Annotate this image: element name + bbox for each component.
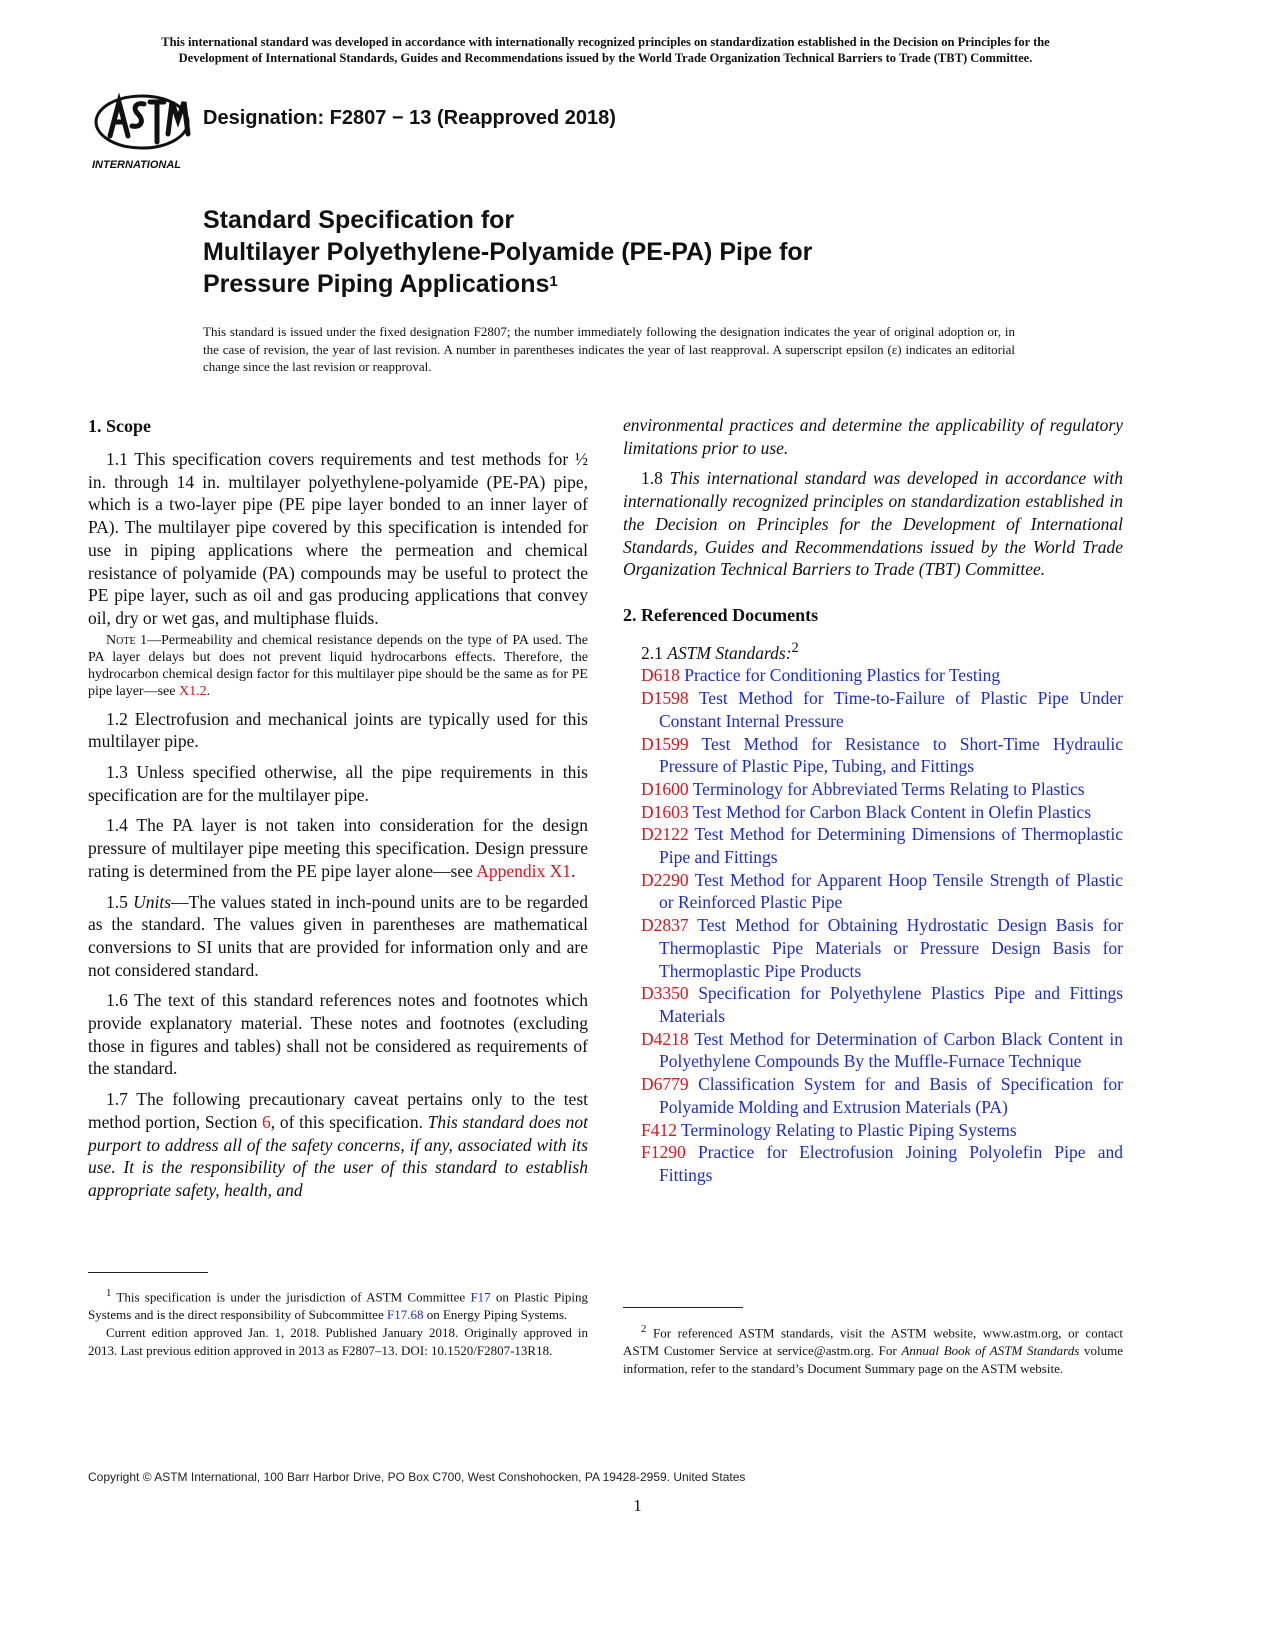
para-1-6: 1.6 The text of this standard references notes and footnotes which provide explanatory material. These notes and footnotes (excluding those in figures and tables) shall not be considered as requirements of the standard. — [88, 990, 588, 1079]
reference-title[interactable]: Terminology Relating to Plastic Piping Systems — [681, 1119, 1017, 1140]
reference-title[interactable]: Practice for Electrofusion Joining Polyolefin Pipe and Fittings — [659, 1142, 1123, 1185]
footnote-1-text-a: This specification is under the jurisdiction of ASTM Committee — [111, 1289, 471, 1305]
reference-code[interactable]: D2837 — [641, 915, 689, 936]
reference-title[interactable]: Classification System for and Basis of Specification for Polyamide Molding and Extrusion Materials (PA) — [659, 1074, 1123, 1117]
reference-code[interactable]: D618 — [641, 665, 680, 686]
reference-title[interactable]: Test Method for Obtaining Hydrostatic Design Basis for Thermoplastic Pipe Materials or Pressure Design Basis for Thermoplastic Pipe Products — [659, 915, 1123, 981]
reference-code[interactable]: D4218 — [641, 1028, 689, 1049]
astm-standards-intro — [623, 637, 1123, 665]
reference-title[interactable]: Specification for Polyethylene Plastics Pipe and Fittings Materials — [659, 983, 1124, 1026]
title-line-3: Pressure Piping Applications — [203, 270, 550, 298]
title-line-2: Multilayer Polyethylene-Polyamide (PE-PA) Pipe for — [203, 238, 813, 266]
reference-title[interactable]: Test Method for Determining Dimensions of Thermoplastic Pipe and Fittings — [659, 824, 1123, 868]
footnote-1-mark: 1 — [106, 1287, 112, 1299]
right-column — [623, 414, 1123, 1187]
document-title — [203, 204, 812, 300]
reference-code[interactable]: D1599 — [641, 733, 689, 754]
reference-item[interactable] — [623, 687, 1123, 732]
reference-item[interactable] — [623, 1119, 1123, 1142]
logo-wordmark: INTERNATIONAL — [92, 159, 182, 171]
reference-code[interactable]: D1603 — [641, 801, 689, 822]
para-1-7-text: 1.7 The following precautionary caveat pertains only to the test method portion, Section — [88, 1089, 588, 1132]
footnote-2 — [623, 1320, 1123, 1378]
para-1-5-num: 1.5 — [106, 891, 134, 912]
reference-item[interactable] — [623, 733, 1123, 778]
footnotes-left — [88, 1284, 588, 1360]
reference-item[interactable] — [623, 1141, 1123, 1186]
note-1 — [88, 632, 588, 700]
para-1-7-continued: environmental practices and determine the applicability of regulatory limitations prior to use. — [623, 415, 1123, 458]
footnote-2-mark: 2 — [641, 1323, 647, 1335]
section-6-link[interactable]: 6 — [262, 1111, 271, 1132]
reference-list — [623, 664, 1123, 1186]
para-1-4 — [88, 814, 588, 882]
para-1-1: 1.1 This specification covers requirements and test methods for ½ in. through 14 in. multilayer polyethylene-polyamide (PE-PA) pipe, which is a two-layer pipe (PE pipe layer bonded to an inner layer of PA). The multilayer pipe covered by this specification is intended for use in piping applications where the permeation and chemical resistance of polyamide (PA) compounds may be useful to protect the PE pipe layer, such as oil and gas producing applications that convey oil, dry or wet gas, and multiphase fluids. — [88, 449, 588, 628]
para-1-8 — [623, 467, 1123, 581]
reference-title[interactable]: Test Method for Apparent Hoop Tensile Strength of Plastic or Reinforced Plastic Pipe — [659, 869, 1123, 913]
note-1-link[interactable]: X1.2 — [178, 683, 207, 699]
para-1-8-num: 1.8 — [641, 468, 670, 489]
reference-item[interactable] — [623, 1028, 1123, 1073]
reference-title[interactable]: Practice for Conditioning Plastics for Testing — [684, 665, 1001, 686]
para-1-8-italic: This international standard was developed in accordance with internationally recognized principles on standardization established in the Decision on Principles for the Development of International Standards, Guides and Recommendations issued by the World Trade Organization Technical Barriers to Trade (TBT) Committee. — [623, 468, 1124, 580]
note-1-label: Note 1 — [106, 632, 148, 648]
wto-header-note — [88, 34, 1123, 66]
reference-item[interactable] — [623, 914, 1123, 982]
para-1-4-text: 1.4 The PA layer is not taken into consideration for the design pressure of multilayer pipe meeting this specification. Design pressure rating is determined from the PE pipe layer alone—see — [88, 815, 588, 881]
para-1-4-end: . — [571, 860, 576, 881]
para-1-2: 1.2 Electrofusion and mechanical joints are typically used for this multilayer pipe. — [88, 708, 588, 752]
refs-intro-num: 2.1 — [641, 642, 668, 663]
reference-item[interactable] — [623, 869, 1123, 914]
issued-statement: This standard is issued under the fixed designation F2807; the number immediately following the designation indicates the year of original adoption or, in the case of revision, the year of last revision. A number in parentheses indicates the year of last reapproval. A superscript epsilon (ε) indicates an editorial change since the last revision or reapproval. — [203, 324, 1015, 374]
reference-item[interactable] — [623, 801, 1123, 824]
note-1-text: —Permeability and chemical resistance depends on the type of PA used. The PA layer delays but does not prevent liquid hydrocarbons effects. Therefore, the hydrocarbon chemical design factor for this multilayer pipe should be the same as for PE pipe layer—see — [88, 632, 588, 699]
note-1-end: . — [206, 683, 211, 699]
reference-item[interactable] — [623, 1073, 1123, 1118]
footnote-rule-left — [88, 1272, 208, 1273]
reference-item[interactable] — [623, 778, 1123, 801]
page-number: 1 — [633, 1496, 642, 1515]
left-column — [88, 414, 588, 1210]
refs-intro-italic: ASTM Standards: — [667, 642, 792, 663]
reference-code[interactable]: D6779 — [641, 1074, 689, 1095]
refs-intro-sup: 2 — [791, 639, 799, 656]
footnotes-right — [623, 1320, 1123, 1378]
para-1-7-italic: This standard does not purport to address all of the safety concerns, if any, associated with its use. It is the responsibility of the user of this standard to establish appropriate safety, health, and — [88, 1111, 588, 1200]
footnote-2-text-a: For referenced ASTM standards, visit the ASTM website, www.astm.org, or contact ASTM Customer Service at service@astm.org. For — [623, 1325, 1123, 1359]
referenced-documents-heading: 2. Referenced Documents — [623, 604, 819, 625]
reference-title[interactable]: Test Method for Resistance to Short-Time Hydraulic Pressure of Plastic Pipe, Tubing, and Fittings — [659, 733, 1123, 777]
reference-item[interactable] — [623, 664, 1123, 687]
astm-logo — [92, 86, 192, 172]
footnote-1 — [88, 1284, 588, 1324]
reference-title[interactable]: Test Method for Determination of Carbon Black Content in Polyethylene Compounds By the Muffle-Furnace Technique — [659, 1028, 1123, 1072]
designation: Designation: F2807 − 13 (Reapproved 2018) — [203, 107, 616, 129]
appendix-x1-link[interactable]: Appendix X1 — [476, 860, 572, 881]
copyright-footer: Copyright © ASTM International, 100 Barr Harbor Drive, PO Box C700, West Conshohocken, PA 19428-2959. United States — [88, 1470, 746, 1484]
para-1-7-mid: , of this specification. — [270, 1111, 428, 1132]
reference-title[interactable]: Test Method for Time-to-Failure of Plastic Pipe Under Constant Internal Pressure — [659, 688, 1123, 731]
reference-code[interactable]: D1600 — [641, 778, 689, 799]
footnote-2-text-b: volume information, refer to the standard’s Document Summary page on the ASTM website. — [623, 1343, 1123, 1377]
reference-code[interactable]: D2122 — [641, 824, 689, 845]
scope-heading: 1. Scope — [88, 416, 151, 436]
footnote-2-italic: Annual Book of ASTM Standards — [901, 1343, 1080, 1359]
reference-code[interactable]: D1598 — [641, 688, 689, 709]
reference-code[interactable]: F1290 — [641, 1142, 686, 1163]
footnote-1-text-c: on Energy Piping Systems. — [423, 1307, 568, 1323]
para-1-5-text: —The values stated in inch-pound units are to be regarded as the standard. The values given in parentheses are mathematical conversions to SI units that are provided for information only and are not considered standard. — [88, 891, 589, 980]
reference-code[interactable]: D2290 — [641, 869, 689, 890]
reference-item[interactable] — [623, 823, 1123, 868]
reference-title[interactable]: Test Method for Carbon Black Content in Olefin Plastics — [692, 801, 1091, 822]
wto-note-line-2: Development of International Standards, Guides and Recommendations issued by the World Trade Organization Technical Barriers to Trade (TBT) Committee. — [178, 51, 1033, 65]
footnote-1-edition: Current edition approved Jan. 1, 2018. Published January 2018. Originally approved in 2013. Last previous edition approved in 2013 as F2807–13. DOI: 10.1520/F2807-13R18. — [88, 1325, 588, 1359]
wto-note-line-1: This international standard was developed in accordance with internationally recognized principles on standardization established in the Decision on Principles for the — [161, 35, 1050, 49]
footnote-rule-right — [623, 1307, 743, 1308]
para-1-5 — [88, 891, 588, 982]
para-1-5-italic: Units — [133, 891, 172, 912]
para-1-7 — [88, 1088, 588, 1202]
reference-title[interactable]: Terminology for Abbreviated Terms Relating to Plastics — [692, 778, 1085, 799]
para-1-3: 1.3 Unless specified otherwise, all the pipe requirements in this specification are for the multilayer pipe. — [88, 762, 588, 805]
title-line-1: Standard Specification for — [203, 206, 515, 234]
title-footnote-mark: 1 — [549, 273, 558, 290]
committee-f17-link[interactable]: F17 — [470, 1289, 491, 1305]
footnote-1-text-b: on Plastic Piping Systems and is the direct responsibility of Subcommittee — [88, 1289, 588, 1323]
astm-logo-icon — [92, 86, 192, 172]
reference-item[interactable] — [623, 982, 1123, 1027]
subcommittee-f17-68-link[interactable]: F17.68 — [386, 1307, 424, 1323]
reference-code[interactable]: F412 — [641, 1119, 677, 1140]
reference-code[interactable]: D3350 — [641, 983, 689, 1004]
